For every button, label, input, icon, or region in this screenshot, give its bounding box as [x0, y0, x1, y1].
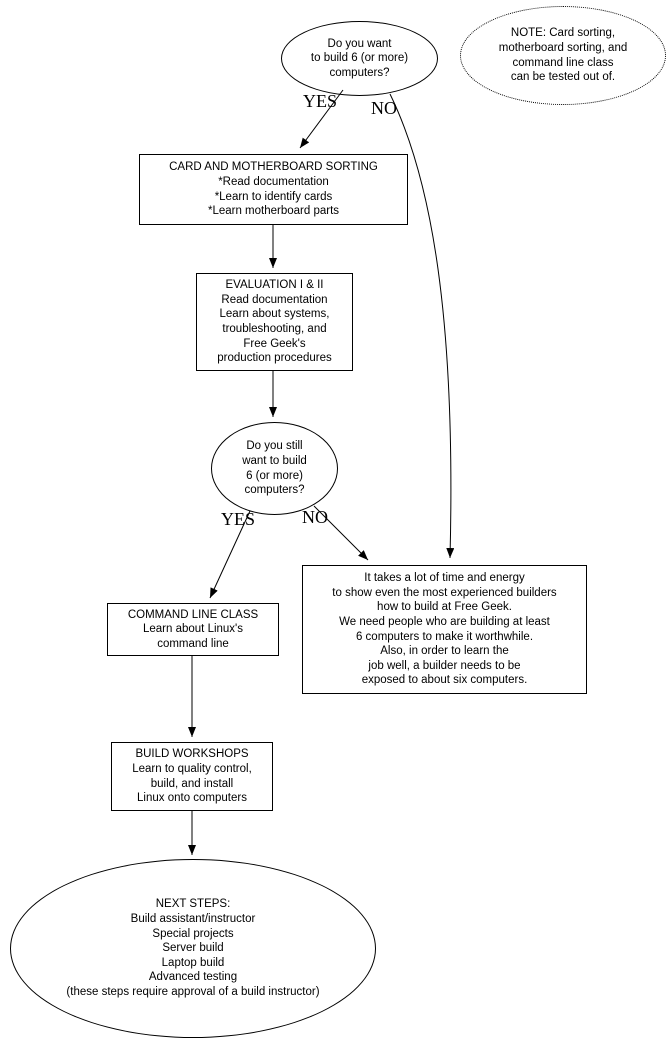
node-text-line: Do you want: [327, 37, 392, 50]
node-text-line: *Read documentation: [218, 175, 329, 188]
node-title-line: CARD AND MOTHERBOARD SORTING: [169, 161, 378, 174]
node-text-line: We need people who are building at least: [339, 615, 550, 628]
node-text-line: Read documentation: [221, 293, 328, 306]
node-text-line: 6 (or more): [246, 469, 303, 482]
node-text-line: 6 computers to make it worthwhile.: [355, 630, 534, 643]
node-card-motherboard-sorting: [139, 154, 408, 225]
edge-label-yes-2: YES: [221, 509, 256, 529]
node-text-line: how to build at Free Geek.: [377, 601, 512, 614]
node-note-test-out: [460, 6, 666, 105]
node-text-line: to show even the most experienced builders: [332, 586, 557, 599]
node-text-line: want to build: [242, 454, 307, 467]
node-text-line: Learn to quality control,: [132, 762, 252, 775]
node-text-line: Laptop build: [161, 956, 225, 969]
node-text-line: Also, in order to learn the: [380, 645, 509, 658]
node-text-line: Learn about systems,: [219, 308, 330, 321]
node-text-line: troubleshooting, and: [222, 323, 327, 335]
node-text-line: Special projects: [152, 927, 234, 940]
node-text-line: *Learn motherboard parts: [207, 205, 340, 218]
node-text-line: Do you still: [246, 440, 303, 453]
node-text-line: job well, a builder needs to be: [368, 659, 521, 672]
node-command-line-class: [107, 603, 279, 656]
node-text-line: Free Geek's: [243, 337, 306, 350]
node-title-line: COMMAND LINE CLASS: [127, 608, 259, 621]
node-text-line: command line class: [512, 56, 614, 69]
node-text-line: computers?: [329, 66, 390, 79]
node-text-line: to build 6 (or more): [310, 52, 409, 65]
node-text-line: Build assistant/instructor: [130, 913, 256, 926]
node-text-line: (these steps require approval of a build instructor): [66, 985, 320, 998]
node-text-line: Server build: [162, 942, 224, 955]
node-title-line: EVALUATION I & II: [225, 279, 324, 292]
node-question-still-build-six: [211, 422, 338, 515]
node-title-line: NEXT STEPS:: [155, 898, 231, 911]
node-text-line: command line: [157, 637, 229, 650]
node-text-line: *Learn to identify cards: [214, 190, 333, 203]
node-text-line: Advanced testing: [148, 971, 238, 984]
node-text-line: It takes a lot of time and energy: [364, 572, 525, 585]
node-text-line: Linux onto computers: [137, 792, 247, 805]
node-text-line: exposed to about six computers.: [361, 674, 528, 687]
node-time-energy-explanation: [302, 565, 587, 694]
node-question-build-six: [281, 21, 438, 96]
edge-label-no-1: NO: [371, 98, 397, 118]
node-text-line: can be tested out of.: [510, 71, 616, 84]
node-title-line: BUILD WORKSHOPS: [135, 748, 249, 761]
node-text-line: Learn about Linux's: [142, 623, 244, 636]
edge-label-yes-1: YES: [303, 91, 338, 111]
node-text-line: production procedures: [217, 352, 332, 365]
node-next-steps: [10, 859, 376, 1038]
node-text-line: build, and install: [150, 777, 234, 790]
node-evaluation-1-2: [196, 273, 353, 371]
node-text-line: motherboard sorting, and: [498, 41, 628, 54]
node-text-line: computers?: [244, 484, 305, 497]
edge-label-no-2: NO: [302, 507, 328, 527]
node-text-line: NOTE: Card sorting,: [510, 27, 616, 40]
node-build-workshops: [111, 742, 273, 811]
